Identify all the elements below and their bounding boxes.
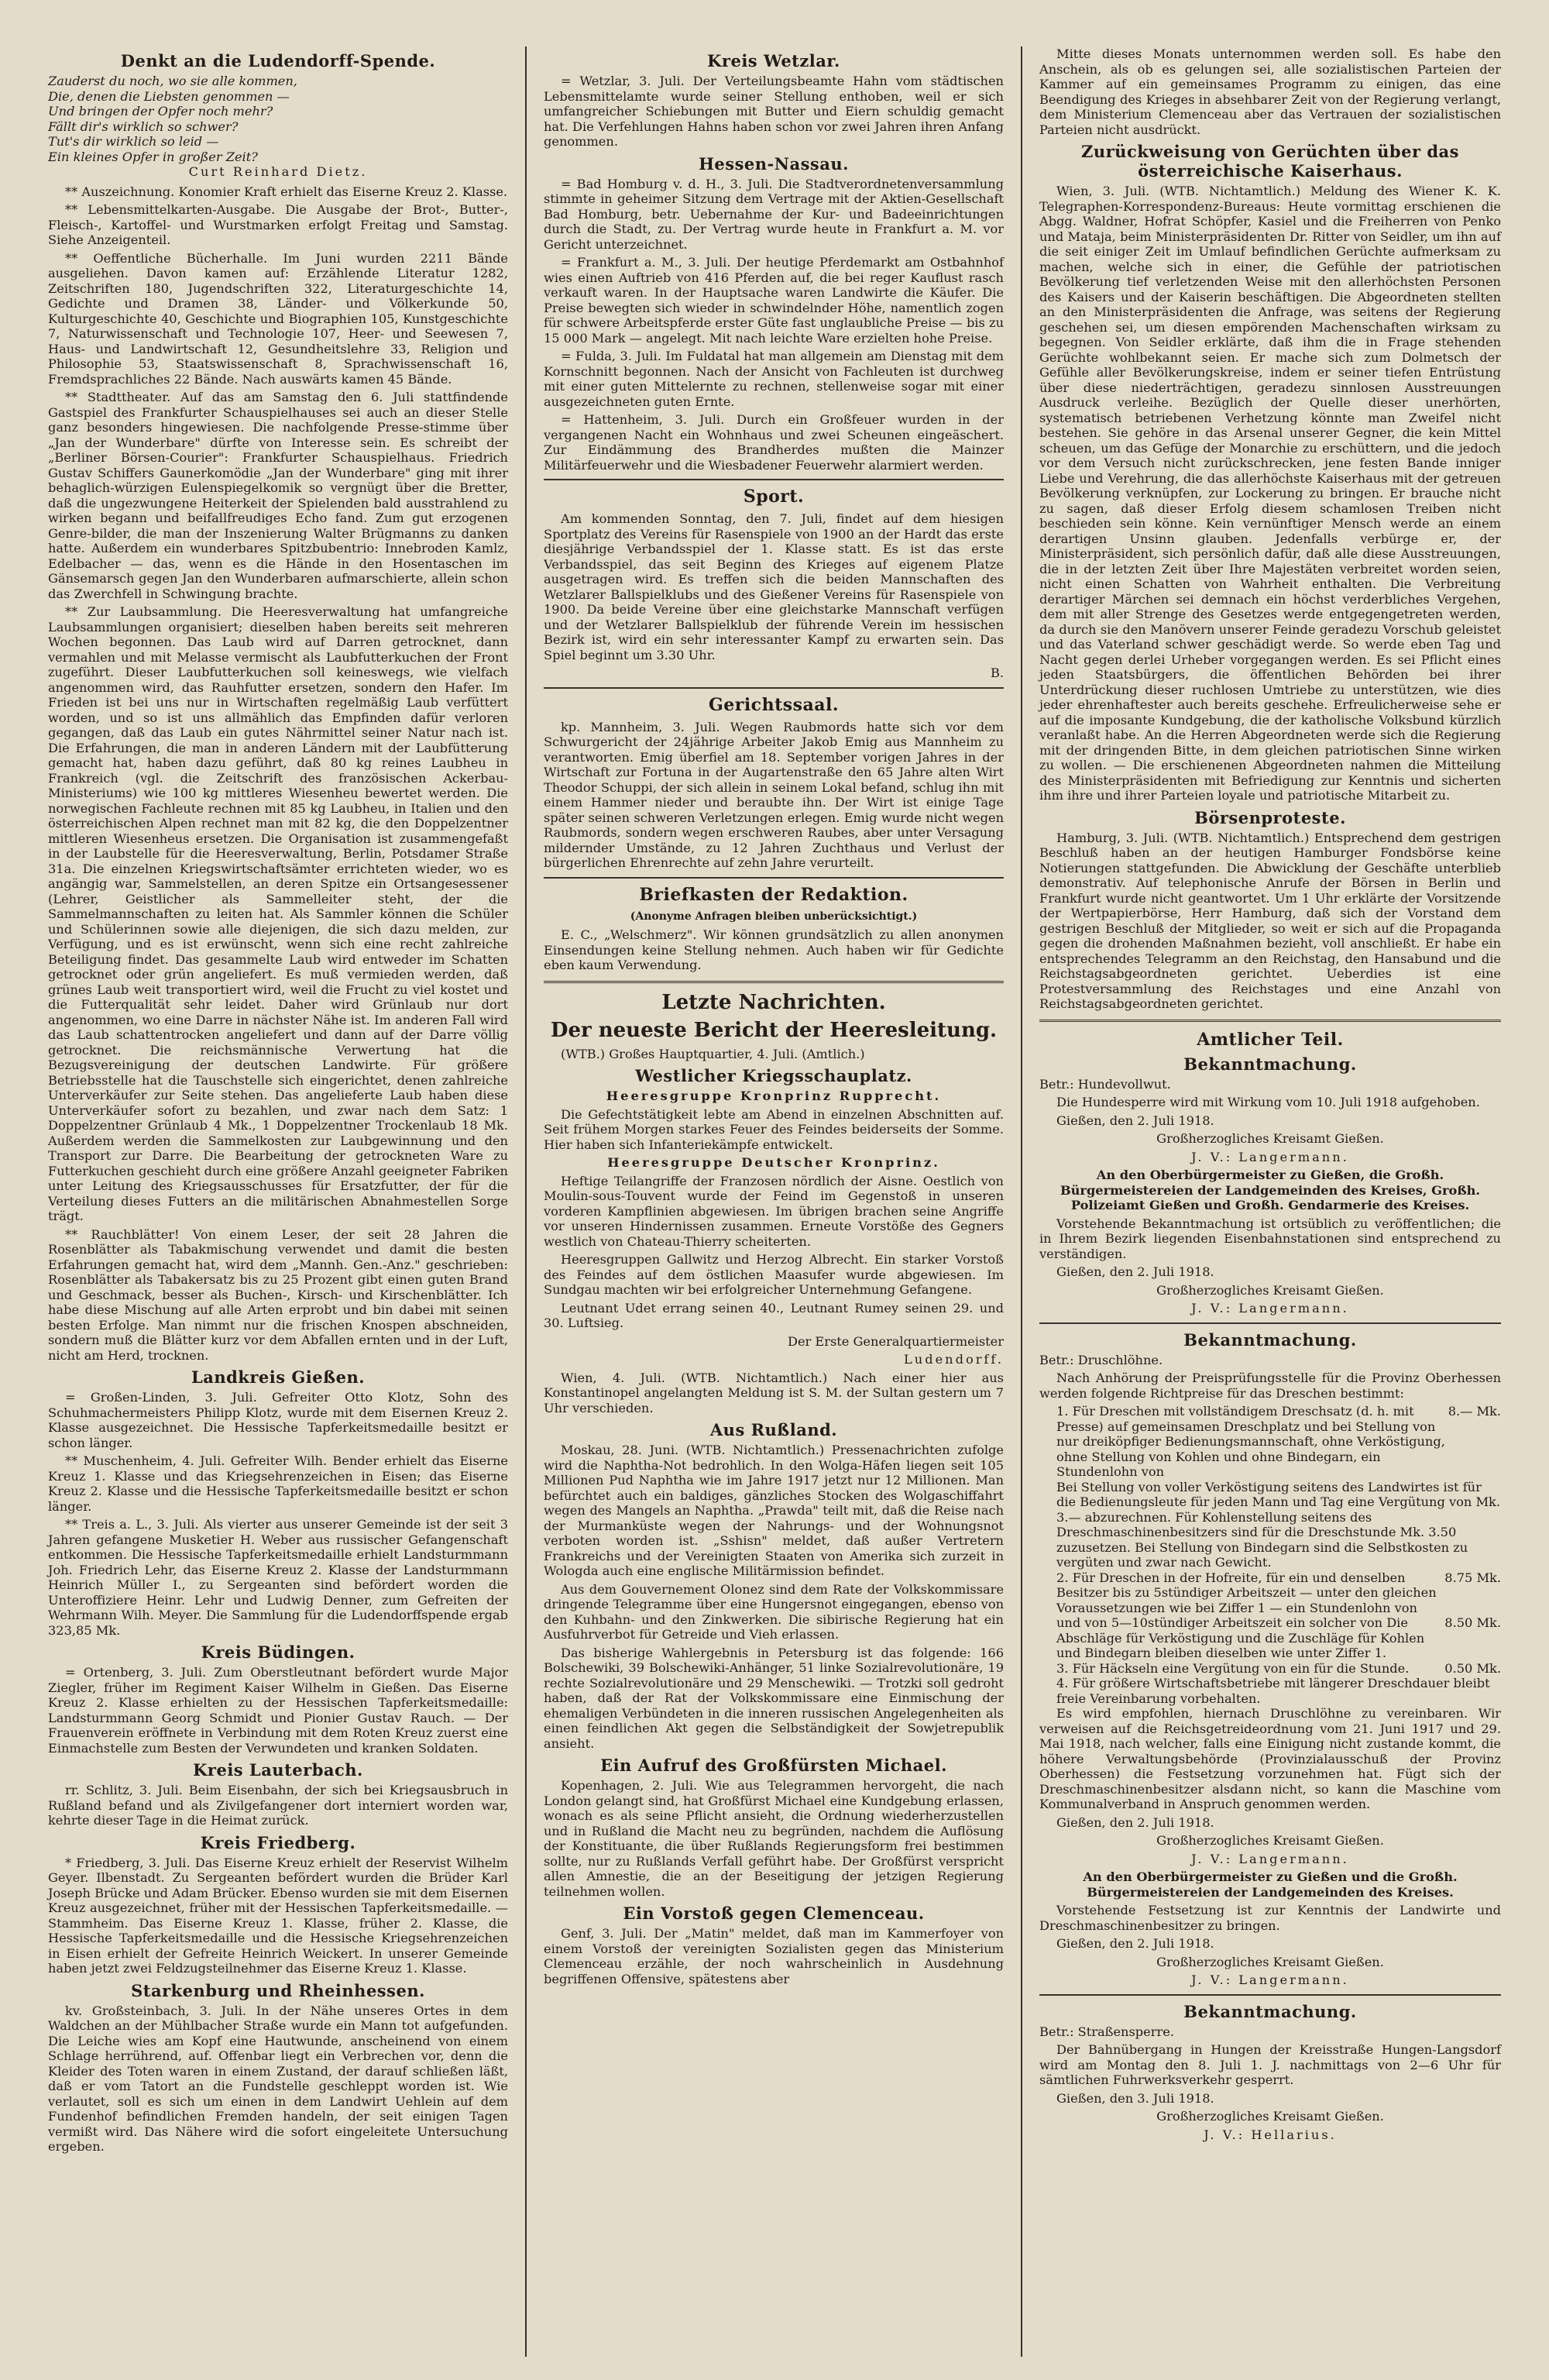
article-paragraph: Mitte dieses Monats unternommen werden soll. Es habe den Anschein, als ob es gelungen sei, alle sozialistischen Parteien der Kammer auf ein gemeinsames Programm zu einigen, das eine Beendigung des Krieges in absehbarer Zeit von der Regierung verlangt, dem Ministerium Clemenceau aber das Vertrauen der sozialistischen Parteien nicht ausdrückt. xyxy=(1039,46,1501,137)
article-paragraph: = Großen-Linden, 3. Juli. Gefreiter Otto Klotz, Sohn des Schuhmachermeisters Philipp Klotz, wurde mit dem Eisernen Kreuz 2. Klasse ausgezeichnet. Die Hessische Tapferkeitsmedaille besitzt er schon länger. xyxy=(48,1390,508,1450)
column-3 xyxy=(1022,46,1518,2357)
fee-value: 8.75 Mk. xyxy=(1444,1570,1501,1585)
article-signature: Ludendorff. xyxy=(904,1352,1004,1367)
article-paragraph: kp. Mannheim, 3. Juli. Wegen Raubmords hatte sich vor dem Schwurgericht der 24jährige Arbeiter Jakob Emig aus Mannheim zu verantworten. Emig überfiel am 18. September vorigen Jahres in der Wirtschaft zur Fortuna in der Augartenstraße den 65 Jahre alten Wirt Theodor Schuppi, der sich allein in seinem Lokal befand, schlug ihn mit einem Hammer nieder und beraubte ihn. Der Wirt ist einige Tage später seinen schweren Verletzungen erlegen. Emig wurde nicht wegen Raubmords, sondern wegen erschweren Raubes, aber unter Versagung mildernder Umstände, zu 12 Jahren Zuchthaus und Verlust der bürgerlichen Ehrenrechte auf zehn Jahre verurteilt. xyxy=(544,719,1004,870)
section-heading: Amtlicher Teil. xyxy=(1197,1029,1344,1050)
notice-recipient: An den Oberbürgermeister zu Gießen und die Großh. Bürgermeistereien der Landgemeinden des Kreises. xyxy=(1083,1869,1458,1900)
article-paragraph: = Fulda, 3. Juli. Im Fuldatal hat man allgemein am Dienstag mit dem Kornschnitt begonnen. Nach der Ansicht von Fachleuten ist durchweg mit einer guten Mittelernte zu rechnen, stellenweise sogar mit einer ausgezeichneten guten Ernte. xyxy=(544,349,1004,409)
section-heading: Aus Rußland. xyxy=(709,1420,838,1439)
article-paragraph: * Friedberg, 3. Juli. Das Eiserne Kreuz erhielt der Reservist Wilhelm Geyer. Ilbenstadt. Zu Sergeanten befördert wurden die Brüder Karl Joseph Brücke und Adam Brücker. Ebenso wurden sie mit dem Eisernen Kreuz ausgezeichnet, früher mit der Hessischen Tapferkeitsmedaille. — Stammheim. Das Eiserne Kreuz 1. Klasse, früher 2. Klasse, die Hessische Tapferkeitsmedaille und die Hessische Kriegsehrenzeichen in Eisen erhielt der Gefreite Heinrich Weickert. In unserer Gemeinde haben jetzt zwei Feldzugsteilnehmer das Eiserne Kreuz 1. Klasse. xyxy=(48,1855,508,1976)
fee-text: und von 5—10stündiger Arbeitszeit ein solcher von Die Abschläge für Verköstigung und die Zuschläge für Kohlen und Bindegarn bleiben dieselben wie unter Ziffer 1. xyxy=(1056,1615,1425,1660)
section-heading: Westlicher Kriegsschauplatz. xyxy=(635,1066,912,1085)
divider xyxy=(544,479,1004,480)
notice-recipient: An den Oberbürgermeister zu Gießen, die Großh. Bürgermeistereien der Landgemeinden des Kreises, Großh. Polizeiamt Gießen und Großh. Gendarmerie des Kreises. xyxy=(1060,1168,1481,1212)
fee-value: 8.50 Mk. xyxy=(1444,1615,1501,1630)
fee-value: 0.50 Mk. xyxy=(1444,1660,1501,1676)
article-paragraph: Wien, 3. Juli. (WTB. Nichtamtlich.) Meldung des Wiener K. K. Telegraphen-Korrespondenz-Bureaus: Heute vormittag erschienen die Abgg. Waldner, Hofrat Schöpfer, Kasiel und die Freiherren von Penko und Mataja, beim Ministerpräsidenten Dr. Ritter von Seidler, um ihn auf die seit einiger Zeit im Umlauf befindlichen Gerüchte aufmerksam zu machen, welche sich in einer, die Gefühle der patriotischen Bevölkerung tief verletzenden Weise mit den allerhöchsten Personen des Kaisers und der Kaiserin beschäftigen. Die Abgeordneten stellten an den Ministerpräsidenten die Anfrage, was seitens der Regierung geschehen sei, um diesen empörenden Machenschaften wirksam zu begegnen. Von Seidler erklärte, daß ihm die in Frage stehenden Gerüchte wohlbekannt seien. Er mache sich zum Dolmetsch der Gefühle aller Bevölkerungskreise, indem er seiner tiefen Entrüstung über diese niederträchtigen, geradezu sinnlosen Ausstreuungen Ausdruck verleihe. Bezüglich der Quelle dieser unerhörten, systematisch betriebenen Verhetzung könnte man Zweifel nicht bestehen. Sie gehöre in das Arsenal unserer Gegner, die kein Mittel scheuen, um das Gefüge der Monarchie zu erschüttern, und die jedoch vor dem Versuch nicht zurückschrecken, jene festen Bande inniger Liebe und Verehrung, die das allerhöchste Kaiserhaus mit der getreuen Bevölkerung verknüpfen, zur Lockerung zu bringen. Er brauche nicht zu sagen, daß dieser Erfolg diesem schamlosen Treiben nicht beschieden sein könne. Kein vernünftiger Mensch werde an einem derartigen Unsinn glauben. Jedenfalls verbürge er, der Ministerpräsident, sich persönlich dafür, daß alle diese Ausstreuungen, die in der letzten Zeit über Ihre Majestäten verbreitet worden seien, nicht einen Schatten von Wahrheit enthalten. Die Verbreitung derartiger Märchen sei demnach ein höchst verderbliches Vergehen, dem mit aller Strenge des Gesetzes werde entgegengetreten werden, da durch sie den Manövern unserer Feinde geradezu Vorschub geleistet und das Vaterland schwer geschädigt werde. So werde eben Tag und Nacht gegen derlei Urheber vorgegangen werden. Es sei Pflicht eines jeden Staatsbürgers, die öffentlichen Behörden bei ihrer Unterdrückung dieser ruchlosen Umtriebe zu unterstützen, wie dies jeder ehrenhaftester auch bereits geschehe. Erfreulicherweise sehe er auf die imposante Kundgebung, die der katholische Volksbund kürzlich veranlaßt habe. An die Herren Abgeordneten werde sich die Regierung mit der dringenden Bitte, in dem gleichen patriotischen Sinne wirken zu wollen. — Die erschienenen Abgeordneten nahmen die Mitteilung des Ministerpräsidenten mit Befriedigung zur Kenntnis und sicherten ihm ihre und ihrer Parteien loyale und patriotische Mitarbeit zu. xyxy=(1039,184,1501,803)
article-paragraph: kv. Großsteinbach, 3. Juli. In der Nähe unseres Ortes in dem Waldchen an der Mühlbacher Straße wurde ein Mann tot aufgefunden. Die Leiche wies am Kopf eine Hautwunde, anscheinend von einem Schlage herrührend, auf. Offenbar liegt ein Verbrechen vor, denn die Kleider des Toten waren in einem Zustand, der darauf schließen läßt, daß er vom Tatort an die Fundstelle geschleppt worden ist. Wie verlautet, soll es sich um einen in dem Landwirt Uehlein auf dem Fundenhof befindlichen Fremden handeln, der seit einigen Tagen vermißt wird. Das Nähere wird die sofort eingeleitete Untersuchung ergeben. xyxy=(48,2003,508,2154)
notice-date: Gießen, den 3. Juli 1918. xyxy=(1056,2090,1214,2106)
section-heading: Ein Aufruf des Großfürsten Michael. xyxy=(600,1756,947,1775)
article-paragraph: = Wetzlar, 3. Juli. Der Verteilungsbeamte Hahn vom städtischen Lebensmittelamte wurde seiner Stellung enthoben, weil er sich umfangreicher Schiebungen mit Butter und Eiern schuldig gemacht hat. Die Verfehlungen Hahns haben schon vor zwei Jahren ihren Anfang genommen. xyxy=(544,74,1004,149)
column-1 xyxy=(31,46,527,2357)
article-paragraph: ** Lebensmittelkarten-Ausgabe. Die Ausgabe der Brot-, Butter-, Fleisch-, Kartoffel- und Wurstmarken erfolgt Freitag und Samstag. Siehe Anzeigenteil. xyxy=(48,202,508,247)
notice-office: Großherzogliches Kreisamt Gießen. xyxy=(1156,1954,1384,1969)
article-paragraph: Heftige Teilangriffe der Franzosen nördlich der Aisne. Oestlich von Moulin-sous-Touvent wurde der Feind im Gegenstoß in unseren vorderen Kampflinien abgewiesen. Im übrigen brachen seine Angriffe vor unseren Hindernissen zusammen. Erneute Vorstöße des Gegners westlich von Chateau-Thierry scheiterten. xyxy=(544,1173,1004,1249)
notice-heading: Bekanntmachung. xyxy=(1183,1054,1357,1074)
section-heading: Kreis Büdingen. xyxy=(201,1642,355,1662)
section-heading: Landkreis Gießen. xyxy=(191,1367,366,1387)
poem-author: Curt Reinhard Dietz. xyxy=(188,164,368,179)
notice-signature: J. V.: Hellarius. xyxy=(1204,2127,1337,2142)
article-paragraph: Die Hundesperre wird mit Wirkung vom 10. Juli 1918 aufgehoben. xyxy=(1056,1095,1480,1109)
poem-line: Tut's dir wirklich so leid — xyxy=(48,134,219,149)
article-paragraph: ** Auszeichnung. Konomier Kraft erhielt das Eiserne Kreuz 2. Klasse. xyxy=(65,184,508,199)
divider xyxy=(1039,1020,1501,1022)
notice-signature: J. V.: Langermann. xyxy=(1191,1972,1349,1987)
notice-office: Großherzogliches Kreisamt Gießen. xyxy=(1156,2109,1384,2124)
article-paragraph: Moskau, 28. Juni. (WTB. Nichtamtlich.) Pressenachrichten zufolge wird die Naphtha-Not bedrohlich. In den Wolga-Häfen liegen seit 105 Millionen Pud Naphtha wie im Jahre 1917 jetzt nur 12 Millionen. Man befürchtet auch ein baldiges, gänzliches Stocken des Wolgaschiffahrt wegen des Mangels an Naphtha. „Prawda" teilt mit, daß die Reise nach der Murmanküste wegen der Nahrungs- und der Wohnungsnot verboten worden ist. „Sshisn" meldet, daß außer Vertretern Frankreichs und der Vereinigten Staaten von Amerika sich zurzeit in Wologda auch eine englische Militärmission befindet. xyxy=(544,1443,1004,1578)
article-paragraph: Aus dem Gouvernement Olonez sind dem Rate der Volkskommissare dringende Telegramme über eine Hungersnot eingegangen, ebenso von den Kuhbahn- und den Zinkwerken. Die sibirische Regierung hat ein Ausfuhrverbot für Getreide und Vieh erlassen. xyxy=(544,1581,1004,1642)
section-heading: Letzte Nachrichten. xyxy=(661,990,886,1014)
notice-signature: J. V.: Langermann. xyxy=(1191,1149,1349,1164)
section-heading: Kreis Friedberg. xyxy=(200,1832,356,1852)
notice-heading: Bekanntmachung. xyxy=(1183,2001,1357,2021)
section-heading: Kreis Wetzlar. xyxy=(707,51,840,71)
fee-item xyxy=(1039,1661,1501,1677)
article-paragraph: ** Stadttheater. Auf das am Samstag den 6. Juli stattfindende Gastspiel des Frankfurter Schauspielhauses sei auch an dieser Stelle ganz besonders hingewiesen. Die nachfolgende Presse-stimme über „Jan der Wunderbare" dürfte von Interesse sein. Es schreibt der „Berliner Börsen-Courier": Frankfurter Schauspielhaus. Friedrich Gustav Schiffers Gaunerkomödie „Jan der Wunderbare" ging mit ihrer behaglich-würzigen Eulenspiegelkomik so vergnügt über die Bretter, daß die ungezwungene Heiterkeit der Spielenden bald ausstrahlend zu wirken begann und beifallfreudiges Echo fand. Zum gut erzogenen Genre-bilder, die man der Inszenierung Walter Brügmanns zu danken hatte. Außerdem ein wunderbares Spitzbubentrio: Innebroden Kamlz, Edelbacher — das, wenn es die Hände in den Hosentaschen im Gänsemarsch gegen Jan den Wunderbaren aufmarschierte, allein schon das Zwerchfell in Schwingung brachte. xyxy=(48,390,508,601)
divider xyxy=(544,981,1004,983)
article-paragraph: ** Muschenheim, 4. Juli. Gefreiter Wilh. Bender erhielt das Eiserne Kreuz 1. Klasse und das Kriegsehrenzeichen in Eisen; das Eiserne Kreuz 2. Klasse und die Hessische Tapferkeitsmedaille besitzt er schon länger. xyxy=(48,1453,508,1514)
article-paragraph: = Hattenheim, 3. Juli. Durch ein Großfeuer wurden in der vergangenen Nacht ein Wohnhaus und zwei Scheunen eingeäschert. Zur Eindämmung des Brandherdes mußten die Mainzer Militärfeuerwehr und die Wiesbadener Feuerwehr alarmiert werden. xyxy=(544,412,1004,473)
section-heading: Hessen-Nassau. xyxy=(699,153,849,174)
article-paragraph: Der Bahnübergang in Hungen der Kreisstraße Hungen-Langsdorf wird am Montag den 8. Juli 1. J. nachmittags von 2—6 Uhr für sämtlichen Fuhrwerksverkehr gesperrt. xyxy=(1039,2042,1501,2087)
fee-item xyxy=(1039,1404,1501,1480)
notice-office: Großherzogliches Kreisamt Gießen. xyxy=(1156,1131,1384,1146)
poem-line: Ein kleines Opfer in großer Zeit? xyxy=(48,149,258,164)
article-paragraph: = Ortenberg, 3. Juli. Zum Oberstleutnant befördert wurde Major Ziegler, früher im Regiment Kaiser Wilhelm in Gießen. Das Eiserne Kreuz 2. Klasse erhielten zu der Hessischen Tapferkeitsmedaille: Landsturmmann Georg Schmidt und Pionier Gustav Rauch. — Der Frauenverein eröffnete in Verbindung mit dem Roten Kreuz zuerst eine Einmachstelle zum Besten der Verwundeten und kranken Soldaten. xyxy=(48,1665,508,1756)
fee-text: 4. Für größere Wirtschaftsbetriebe mit längerer Dreschdauer bleibt freie Vereinbarung vorbehalten. xyxy=(1056,1676,1490,1706)
fee-text: 1. Für Dreschen mit vollständigem Dreschsatz (d. h. mit Presse) auf gemeinsamen Dreschplatz und bei Stellung von nur dreiköpfiger Bedienungsmannschaft, ohne Verköstigung, ohne Stellung von Kohlen und ohne Bindegarn, ein Stundenlohn von xyxy=(1056,1404,1445,1479)
article-paragraph: rr. Schlitz, 3. Juli. Beim Eisenbahn, der sich bei Kriegsausbruch in Rußland befand und als Zivilgefangener dort interniert worden war, kehrte dieser Tage in die Heimat zurück. xyxy=(48,1783,508,1828)
article-signature: Der Erste Generalquartiermeister xyxy=(787,1333,1004,1349)
fee-text: Bei Stellung von voller Verköstigung seitens des Landwirtes ist für die Bedienungsleute für jeden Mann und Tag eine Vergütung von Mk. 3.— abzurechnen. Für Kohlenstellung seitens des Dreschmaschinenbesitzers sind für die Dreschstunde Mk. 3.50 zuzusetzen. Bei Stellung von Bindegarn sind die Selbstkosten zu vergüten und zwar nach Gewicht. xyxy=(1056,1479,1500,1570)
article-signature: B. xyxy=(990,666,1004,680)
section-heading: Briefkasten der Redaktion. xyxy=(639,884,908,905)
poem-line: Fällt dir's wirklich so schwer? xyxy=(48,119,239,134)
notice-date: Gießen, den 2. Juli 1918. xyxy=(1056,1113,1214,1128)
article-paragraph: Wien, 4. Juli. (WTB. Nichtamtlich.) Nach einer hier aus Konstantinopel angelangten Meldung ist S. M. der Sultan gestern um 7 Uhr verschieden. xyxy=(544,1370,1004,1415)
poem-title: Denkt an die Ludendorff-Spende. xyxy=(120,51,436,71)
columns xyxy=(31,46,1518,2357)
notice-office: Großherzogliches Kreisamt Gießen. xyxy=(1156,1833,1384,1848)
subheading: Heeresgruppe Deutscher Kronprinz. xyxy=(607,1155,940,1170)
fee-text: 3. Für Häckseln eine Vergütung von ein für die Stunde. xyxy=(1056,1660,1410,1676)
article-paragraph: Vorstehende Festsetzung ist zur Kenntnis der Landwirte und Dreschmaschinenbesitzer zu bringen. xyxy=(1039,1903,1501,1933)
fee-item xyxy=(1039,1615,1501,1661)
article-paragraph: ** Rauchblätter! Von einem Leser, der seit 28 Jahren die Rosenblätter als Tabakmischung verwendet und damit die besten Erfahrungen gemacht hat, wird dem „Mannh. Gen.-Anz." geschrieben: Rosenblätter als Tabakersatz bis zu 25 Prozent gibt einen guten Brand und Geschmack, besser als Buchen-, Kirsch- und Kirschenblätter. Ich habe diese Mischung auf alle Arten erprobt und bin dabei mit seinen besten Erfolge. Man nimmt nur die frischen Knospen abschneiden, sondern muß die Blätter kurz vor dem Abfallen ernten und in der Luft, nicht am Herd, trocknen. xyxy=(48,1226,508,1363)
article-paragraph: Nach Anhörung der Preisprüfungsstelle für die Provinz Oberhessen werden folgende Richtpreise für das Dreschen bestimmt: xyxy=(1039,1371,1501,1401)
section-heading: Der neueste Bericht der Heeresleitung. xyxy=(550,1018,998,1042)
article-paragraph: = Bad Homburg v. d. H., 3. Juli. Die Stadtverordnetenversammlung stimmte in geheimer Sitzung dem Vertrage mit der Aktien-Gesellschaft Bad Homburg, betr. Uebernahme der Kur- und Badeeinrichtungen durch die Stadt, zu. Der Vertrag wurde heute in Frankfurt a. M. vor Gericht unterzeichnet. xyxy=(544,176,1004,252)
section-heading: Börsenproteste. xyxy=(1194,807,1346,827)
poem xyxy=(48,74,508,180)
section-subheading: (Anonyme Anfragen bleiben unberücksichtigt.) xyxy=(630,910,918,923)
divider xyxy=(544,877,1004,879)
notice-signature: J. V.: Langermann. xyxy=(1191,1851,1349,1866)
section-heading: Gerichtssaal. xyxy=(708,694,840,715)
section-heading: Zurückweisung von Gerüchten über das österreichische Kaiserhaus. xyxy=(1081,142,1459,181)
article-paragraph: Leutnant Udet errang seinen 40., Leutnant Rumey seinen 29. und 30. Luftsieg. xyxy=(544,1300,1004,1330)
article-paragraph: ** Zur Laubsammlung. Die Heeresverwaltung hat umfangreiche Laubsammlungen organisiert; dieselben haben bereits seit mehreren Wochen begonnen. Das Laub wird auf Darren getrocknet, dann vermahlen und mit Melasse vermischt als Laubfutterkuchen der Front zugeführt. Dieser Laubfutterkuchen soll keineswegs, wie vielfach angenommen wird, das Rauhfutter ersetzen, sondern den Hafer. Im Frieden ist bei uns nur in Wirtschaften regelmäßig Laub verfüttert worden, und so ist uns allmählich das Empfinden dafür verloren gegangen, daß das Laub ein gutes Nährmittel seiner Natur nach ist. Die Erfahrungen, die man in anderen Ländern mit der Laubfütterung gemacht hat, haben dazu geführt, daß 80 kg reines Laubheu in Frankreich (vgl. die Zeitschrift des französischen Ackerbau-Ministeriums) wie 100 kg mittleres Wiesenheu bewertet werden. Die norwegischen Fachleute rechnen mit 85 kg Laubheu, in Italien und den österreichischen Alpen rechnet man mit 82 kg, die den Doppelzentner mittleren Wiesenheus ersetzen. Die Organisation ist zusammengefaßt in der Laubstelle für die Heeresverwaltung, Berlin, Potsdamer Straße 31a. Die einzelnen Kriegswirtschaftsämter errichteten wieder, wo es angängig war, Sammelstellen, an deren Spitze ein Ortsangesessener (Lehrer, Geistlicher als Sammelleiter steht, der die Sammelmannschaften zu leiten hat. Als Sammler können die Schüler und Schülerinnen sowie alle diejenigen, die sich dazu melden, zur Verfügung, und es ist erwünscht, wenn sich eine recht zahlreiche Beteiligung findet. Das gesammelte Laub wird entweder im Schatten getrocknet oder grün angeliefert. Es muß vermieden werden, daß grünes Laub weit transportiert wird, weil die Frucht zu viel kostet und die Futterqualität sehr leidet. Daher wird Grünlaub nur dort angenommen, wo eine Darre in nächster Nähe ist. Im anderen Fall wird das Laub schattentrocken angeliefert und dann auf der Darre völlig getrocknet. Die reichsmännische Verwertung hat die Bezugsvereinigung der deutschen Landwirte. Für größere Betriebsstelle hat die Tauschstelle sich eingerichtet, denen zahlreiche Unterverkäufer zur Seite stehen. Das angelieferte Laub haben diese Unterverkäufer sofort zu bezahlen, und zwar nach dem Satz: 1 Doppelzentner Grünlaub 4 Mk., 1 Doppelzentner Trockenlaub 18 Mk. Außerdem werden die Sammelkosten zur Laubgewinnung und den Transport zur Darre. Die Bearbeitung der getrockneten Ware zu Futterkuchen geschieht durch eine größere Anzahl geeigneter Fabriken unter Leitung des Kriegsausschusses für Ersatzfutter, der für die Verteilung dieses Futters an die militärischen Abnahmestellen Sorge trägt. xyxy=(48,604,508,1223)
article-paragraph: E. C., „Welschmerz". Wir können grundsätzlich zu allen anonymen Einsendungen keine Stellung nehmen. Auch haben wir für Gedichte eben kaum Verwendung. xyxy=(544,927,1004,972)
fee-item xyxy=(1039,1570,1501,1616)
section-heading: Kreis Lauterbach. xyxy=(193,1760,363,1780)
fee-value: 8.— Mk. xyxy=(1448,1404,1501,1419)
divider xyxy=(1039,1994,1501,1996)
subheading: Heeresgruppe Kronprinz Rupprecht. xyxy=(606,1089,942,1103)
article-paragraph: Die Gefechtstätigkeit lebte am Abend in einzelnen Abschnitten auf. Seit frühem Morgen starkes Feuer des Feindes beiderseits der Somme. Hier haben sich Infanteriekämpfe entwickelt. xyxy=(544,1106,1004,1152)
section-heading: Starkenburg und Rheinhessen. xyxy=(131,1980,425,2000)
divider xyxy=(1039,1322,1501,1324)
section-heading: Sport. xyxy=(743,487,805,507)
fee-text: 2. Für Dreschen in der Hofreite, für ein und denselben Besitzer bis zu 5stündiger Arbeitszeit — unter den gleichen Voraussetzungen wie bei Ziffer 1 — ein Stundenlohn von xyxy=(1056,1570,1437,1615)
article-paragraph: Vorstehende Bekanntmachung ist ortsüblich zu veröffentlichen; die in Ihrem Bezirk liegenden Eisenbahnstationen sind entsprechend zu verständigen. xyxy=(1039,1216,1501,1261)
article-paragraph: Es wird empfohlen, hiernach Druschlöhne zu vereinbaren. Wir verweisen auf die Reichsgetreideordnung vom 21. Juni 1917 und 29. Mai 1918, nach welcher, falls eine Einigung nicht zustande kommt, die höhere Verwaltungsbehörde (Provinzialausschuß der Provinz Oberhessen) die Festsetzung vorzunehmen hat. Fügt sich der Dreschmaschinenbesitzer alsdann nicht, so kann die Maschine vom Kommunalverband in Anspruch genommen werden. xyxy=(1039,1706,1501,1811)
article-paragraph: = Frankfurt a. M., 3. Juli. Der heutige Pferdemarkt am Ostbahnhof wies einen Auftrieb von 416 Pferden auf, die bei reger Kauflust rasch verkauft waren. In der Hauptsache waren Landwirte die Käufer. Die Preise bewegten sich wieder in schwindelnder Höhe, namentlich zogen für schwere Arbeitspferde erster Güte fast unglaubliche Preise — bis zu 15 000 Mark — angelegt. Mit nach leichte Ware erzielten hohe Preise. xyxy=(544,255,1004,346)
notice-date: Gießen, den 2. Juli 1918. xyxy=(1056,1264,1214,1279)
notice-date: Gießen, den 2. Juli 1918. xyxy=(1056,1936,1214,1951)
article-paragraph: ** Treis a. L., 3. Juli. Als vierter aus unserer Gemeinde ist der seit 3 Jahren gefangene Musketier H. Weber aus russischer Gefangenschaft entkommen. Die Hessische Tapferkeitsmedaille erhielt Landsturmmann Joh. Friedrich Lehr, das Eiserne Kreuz 2. Klasse der Landsturmmann Heinrich Müller I., zu Sergeanten sind befördert worden die Unteroffiziere Heinr. Lehr und Ludwig Denner, zum Gefreiten der Wehrmann Wilh. Meyer. Die Sammlung für die Ludendorffspende ergab 323,85 Mk. xyxy=(48,1517,508,1638)
notice-heading: Bekanntmachung. xyxy=(1183,1329,1357,1350)
poem-line: Die, denen die Liebsten genommen — xyxy=(48,88,290,104)
poem-line: Zauderst du noch, wo sie alle kommen, xyxy=(48,74,297,88)
notice-subject: Betr.: Hundevollwut. xyxy=(1039,1076,1171,1092)
poem-line: Und bringen der Opfer noch mehr? xyxy=(48,104,273,119)
article-paragraph: Hamburg, 3. Juli. (WTB. Nichtamtlich.) Entsprechend dem gestrigen Beschluß haben an der heutigen Hamburger Fondsbörse keine Notierungen stattgefunden. Die Abwicklung der Geschäfte unterblieb demonstrativ. Auf telephonische Anrufe der Börsen in Berlin und Frankfurt wurde nicht geantwortet. Um 1 Uhr erklärte der Vorsitzende der Wertpapierbörse, Herr Hamburg, daß sich der Vorstand dem gestrigen Beschluß der Mitglieder, so weit er sich auf die Propaganda gegen die drohenden Maßnahmen bezieht, voll anschließt. Er habe ein entsprechendes Telegramm an den Reichstag, den Hansabund und die Reichstagsabgeordneten gerichtet. Ueberdies ist eine Protestversammlung des Reichstages und eine Anzahl von Reichstagsabgeordneten gerichtet. xyxy=(1039,830,1501,1011)
article-paragraph: Das bisherige Wahlergebnis in Petersburg ist das folgende: 166 Bolschewiki, 39 Bolschewiki-Anhänger, 51 linke Sozialrevolutionäre, 19 rechte Sozialrevolutionäre und 29 Menschewiki. — Trotzki soll gedroht haben, daß der Rat der Volkskommissare eine Einmischung der ehemaligen Verbündeten in die inneren russischen Angelegenheiten als einen feindlichen Akt gegen die Selbständigkeit der Sowjetrepublik ansieht. xyxy=(544,1645,1004,1751)
fee-item xyxy=(1039,1676,1501,1706)
notice-subject: Betr.: Straßensperre. xyxy=(1039,2024,1174,2039)
column-2 xyxy=(527,46,1022,2357)
notice-subject: Betr.: Druschlöhne. xyxy=(1039,1352,1163,1367)
article-paragraph: Kopenhagen, 2. Juli. Wie aus Telegrammen hervorgeht, die nach London gelangt sind, hat Großfürst Michael eine Kundgebung erlassen, wonach es als seine Pflicht ansieht, die Ordnung wiederherzustellen und in Rußland die Macht neu zu begründen, nachdem die Auflösung der Konstituante, die über Rußlands Regierungsform frei bestimmen sollte, nur zu Rußlands Verfall geführt habe. Der Großfürst verspricht allen Amnestie, die an der Beseitigung der jetzigen Regierung teilnehmen wollen. xyxy=(544,1778,1004,1899)
article-paragraph: ** Oeffentliche Bücherhalle. Im Juni wurden 2211 Bände ausgeliehen. Davon kamen auf: Erzählende Literatur 1282, Zeitschriften 180, Jugendschriften 322, Literaturgeschichte 14, Gedichte und Dramen 38, Länder- und Völkerkunde 50, Kulturgeschichte 40, Geschichte und Biographien 105, Kunstgeschichte 7, Naturwissenschaft und Technologie 107, Heer- und Seewesen 7, Haus- und Landwirtschaft 12, Gesundheitslehre 33, Religion und Philosophie 53, Staatswissenschaft 8, Sprachwissenschaft 16, Fremdsprachliches 22 Bände. Nach auswärts kamen 45 Bände. xyxy=(48,250,508,387)
divider xyxy=(544,687,1004,689)
section-heading: Ein Vorstoß gegen Clemenceau. xyxy=(623,1904,925,1923)
article-paragraph: (WTB.) Großes Hauptquartier, 4. Juli. (Amtlich.) xyxy=(561,1046,865,1061)
notice-signature: J. V.: Langermann. xyxy=(1191,1301,1349,1316)
article-paragraph: Am kommenden Sonntag, den 7. Juli, findet auf dem hiesigen Sportplatz des Vereins für Rasenspiele von 1900 an der Hardt das erste diesjährige Verbandsspiel der 1. Klasse statt. Es ist das erste Verbandsspiel, das seit Beginn des Krieges auf eigenem Platze ausgetragen wird. Es treffen sich die beiden Mannschaften des Wetzlarer Ballspielklubs und des Gießener Vereins für Rasenspiele von 1900. Da beide Vereine über eine gleichstarke Mannschaft verfügen und der Wetzlarer Ballspielklub der führende Verein im hessischen Bezirk ist, wird ein sehr interessanter Kampf zu erwarten sein. Das Spiel beginnt um 3.30 Uhr. xyxy=(544,511,1004,662)
article-paragraph: Genf, 3. Juli. Der „Matin" meldet, daß man im Kammerfoyer von einem Vorstoß der vereinigten Sozialisten gegen das Ministerium Clemenceau erzähle, der noch wahrscheinlich in Ausdehnung begriffenen Offensive, spätestens aber xyxy=(544,1926,1004,1986)
article-paragraph: Heeresgruppen Gallwitz und Herzog Albrecht. Ein starker Vorstoß des Feindes auf dem östlichen Maasufer wurde abgewiesen. Im Sundgau machten wir bei erfolgreicher Unternehmung Gefangene. xyxy=(544,1252,1004,1297)
fee-item xyxy=(1039,1480,1501,1570)
notice-office: Großherzogliches Kreisamt Gießen. xyxy=(1156,1282,1384,1298)
notice-date: Gießen, den 2. Juli 1918. xyxy=(1056,1814,1214,1830)
